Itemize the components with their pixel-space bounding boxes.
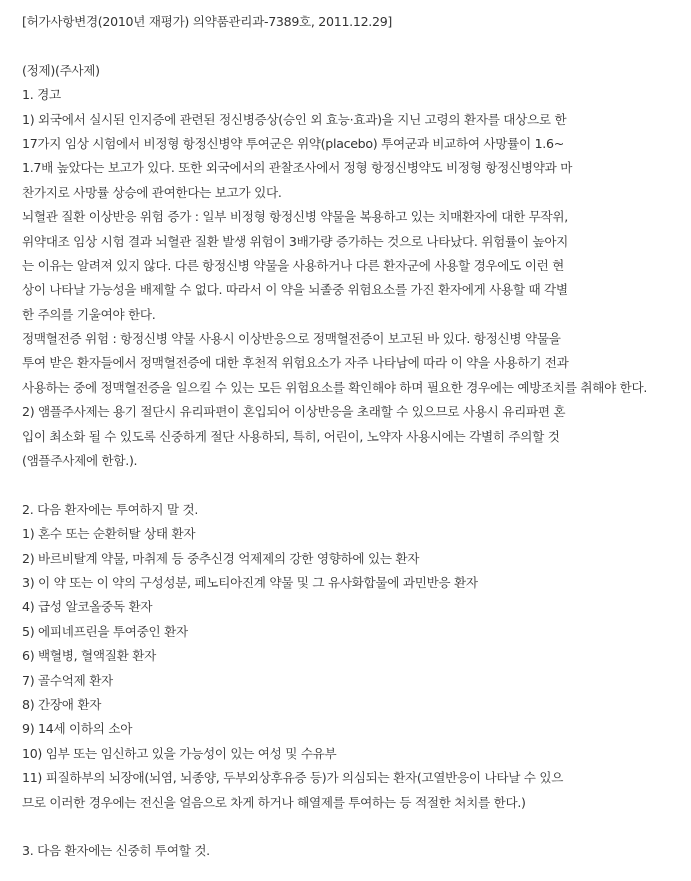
section-1-line: 찬가지로 사망률 상승에 관여한다는 보고가 있다. (22, 184, 282, 200)
section-1-line: 1.7배 높았다는 보고가 있다. 또한 외국에서의 관찰조사에서 정형 항정신병약도 비정형 항정신병약과 마 (22, 160, 573, 176)
section-1-line: 한 주의를 기울여야 한다. (22, 306, 156, 322)
spacer (22, 34, 682, 58)
section-1-title: 1. 경고 (22, 87, 61, 103)
section-1-line: 사용하는 중에 정맥혈전증을 일으킬 수 있는 모든 위험요소를 확인해야 하며 필요한 경우에는 예방조치를 취해야 한다. (22, 379, 648, 395)
contraindication-item: 10) 임부 또는 임신하고 있을 가능성이 있는 여성 및 수유부 (22, 745, 337, 761)
section-1-line: (앰플주사제에 한함.). (22, 453, 138, 469)
section-1-line: 뇌혈관 질환 이상반응 위험 증가 : 일부 비정형 항정신병 약물을 복용하고 있는 치매환자에 대한 무작위, (22, 209, 568, 225)
spacer (22, 473, 682, 497)
section-1-line: 투여 받은 환자들에서 정맥혈전증에 대한 후천적 위험요소가 자주 나타남에 따라 이 약을 사용하기 전과 (22, 355, 569, 371)
contraindication-item: 2) 바르비탈계 약물, 마취제 등 중추신경 억제제의 강한 영향하에 있는 환자 (22, 550, 420, 566)
contraindication-item: 6) 백혈병, 혈액질환 환자 (22, 648, 156, 664)
section-1-line: 상이 나타날 가능성을 배제할 수 없다. 따라서 이 약을 뇌졸중 위험요소를 가진 환자에게 사용할 때 각별 (22, 282, 568, 298)
section-1-line: 입이 최소화 될 수 있도록 신중하게 절단 사용하되, 특히, 어린이, 노약자 사용시에는 각별히 주의할 것 (22, 428, 560, 444)
contraindication-item: 11) 피질하부의 뇌장애(뇌염, 뇌종양, 두부외상후유증 등)가 의심되는 환자(고열반응이 나타날 수 있으 (22, 770, 564, 786)
document-body (22, 0, 682, 864)
contraindication-item: 3) 이 약 또는 이 약의 구성성분, 페노티아진계 약물 및 그 유사화합물에 과민반응 환자 (22, 574, 478, 590)
section-1-line: 위약대조 임상 시험 결과 뇌혈관 질환 발생 위험이 3배가량 증가하는 것으로 나타났다. 위험률이 높아지 (22, 233, 569, 249)
section-1-line: 2) 앰플주사제는 용기 절단시 유리파편이 혼입되어 이상반응을 초래할 수 있으므로 사용시 유리파편 혼 (22, 404, 566, 420)
contraindication-item: 8) 간장애 환자 (22, 696, 102, 712)
contraindication-item: 5) 에피네프린을 투여중인 환자 (22, 623, 188, 639)
section-2-title: 2. 다음 환자에는 투여하지 말 것. (22, 501, 199, 517)
contraindication-item: 7) 골수억제 환자 (22, 672, 113, 688)
section-3-title: 3. 다음 환자에는 신중히 투여할 것. (22, 843, 210, 859)
section-1-line: 정맥혈전증 위험 : 항정신병 약물 사용시 이상반응으로 정맥혈전증이 보고된 바 있다. 항정신병 약물을 (22, 331, 561, 347)
contraindication-item: 4) 급성 알코올중독 환자 (22, 599, 153, 615)
contraindication-item: 9) 14세 이하의 소아 (22, 721, 133, 737)
contraindication-item: 1) 혼수 또는 순환허탈 상태 환자 (22, 526, 196, 542)
dosage-form-label: (정제)(주사제) (22, 62, 100, 78)
revision-header: [허가사항변경(2010년 재평가) 의약품관리과-7389호, 2011.12.29] (22, 14, 393, 29)
section-1-line: 는 이유는 알려져 있지 않다. 다른 항정신병 약물을 사용하거나 다른 환자군에 사용할 경우에도 이런 현 (22, 257, 565, 273)
section-1-line: 1) 외국에서 실시된 인지증에 관련된 정신병증상(승인 외 효능·효과)을 지닌 고령의 환자를 대상으로 한 (22, 111, 567, 127)
section-1-line: 17가지 임상 시험에서 비정형 항정신병약 투여군은 위약(placebo) 투여군과 비교하여 사망률이 1.6~ (22, 135, 564, 151)
spacer (22, 815, 682, 839)
contraindication-item: 므로 이러한 경우에는 전신을 얼음으로 차게 하거나 해열제를 투여하는 등 적절한 처치를 한다.) (22, 794, 526, 810)
